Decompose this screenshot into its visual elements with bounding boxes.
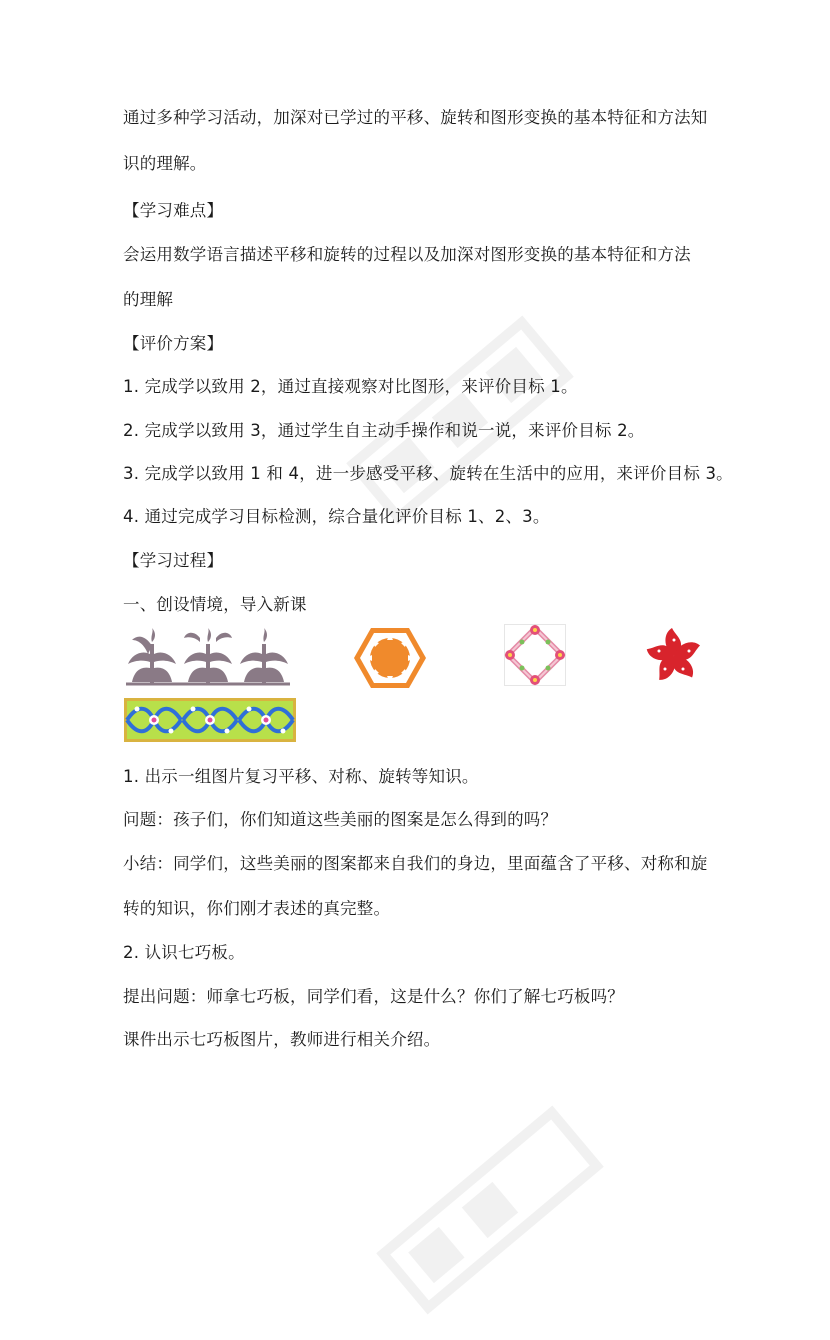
paragraph-line: 通过多种学习活动，加深对已学过的平移、旋转和图形变换的基本特征和方法知 bbox=[123, 108, 708, 127]
paragraph-line: 会运用数学语言描述平移和旋转的过程以及加深对图形变换的基本特征和方法 bbox=[123, 245, 691, 264]
decorative-border-image bbox=[124, 698, 296, 742]
section-heading-process: 【学习过程】 bbox=[123, 551, 224, 570]
ornament-frieze-image bbox=[124, 628, 292, 686]
list-item: 1. 出示一组图片复习平移、对称、旋转等知识。 bbox=[123, 767, 479, 786]
flower-diamond-image bbox=[504, 624, 566, 686]
paragraph-line: 转的知识，你们刚才表述的真完整。 bbox=[123, 899, 391, 918]
bauhinia-flower-image bbox=[644, 626, 704, 686]
list-item: 3. 完成学以致用 1 和 4，进一步感受平移、旋转在生活中的应用，来评价目标 3。 bbox=[123, 464, 733, 483]
list-item: 2. 完成学以致用 3，通过学生自主动手操作和说一说，来评价目标 2。 bbox=[123, 421, 645, 440]
list-item: 1. 完成学以致用 2，通过直接观察对比图形，来评价目标 1。 bbox=[123, 377, 578, 396]
section-heading-evaluation: 【评价方案】 bbox=[123, 334, 224, 353]
watermark-icon bbox=[360, 1080, 620, 1340]
paragraph-line: 问题：孩子们，你们知道这些美丽的图案是怎么得到的吗？ bbox=[123, 810, 558, 829]
list-item: 4. 通过完成学习目标检测，综合量化评价目标 1、2、3。 bbox=[123, 507, 550, 526]
subsection-heading: 一、创设情境，导入新课 bbox=[123, 595, 307, 614]
paragraph-line: 识的理解。 bbox=[123, 154, 207, 173]
paragraph-line: 课件出示七巧板图片，教师进行相关介绍。 bbox=[123, 1030, 441, 1049]
paragraph-line: 小结：同学们，这些美丽的图案都来自我们的身边，里面蕴含了平移、对称和旋 bbox=[123, 854, 708, 873]
list-item: 2. 认识七巧板。 bbox=[123, 943, 245, 962]
hexagon-pattern-image bbox=[353, 626, 427, 690]
paragraph-line: 提出问题：师拿七巧板，同学们看，这是什么？你们了解七巧板吗？ bbox=[123, 987, 624, 1006]
section-heading-difficulty: 【学习难点】 bbox=[123, 201, 224, 220]
paragraph-line: 的理解 bbox=[123, 290, 174, 309]
